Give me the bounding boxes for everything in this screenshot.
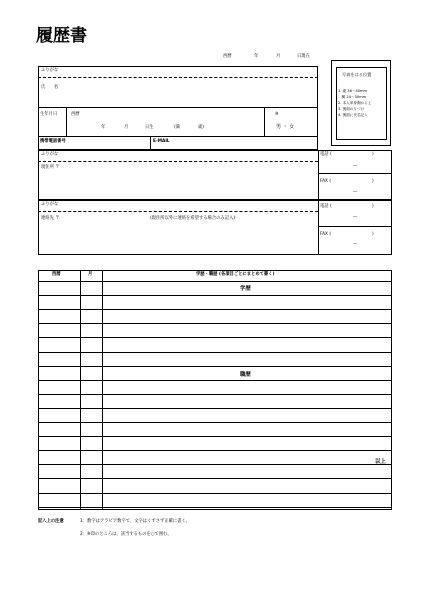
contact-fax-close: ) — [372, 232, 374, 237]
history-row-line — [38, 394, 392, 395]
contact-fax-dash: — — [353, 242, 358, 247]
contact-phone-close: ) — [372, 204, 374, 209]
furigana-label: ふりがな — [41, 68, 59, 73]
age-open-label: (満 — [174, 125, 180, 130]
photo-note-3: 2. 本人単身胸から上 — [338, 101, 372, 105]
end-label: 以上 — [375, 459, 386, 465]
address-furigana-label: ふりがな — [41, 152, 59, 157]
current-address-input[interactable] — [41, 172, 315, 197]
phone-label: 電話 ( — [320, 152, 332, 157]
phone-close: ) — [372, 152, 374, 157]
education-heading: 学歴 — [240, 286, 251, 292]
col-year-header: 西暦 — [52, 272, 61, 277]
history-table — [38, 270, 392, 510]
fax-dash: — — [353, 190, 358, 195]
sex-label: ※ — [275, 112, 279, 117]
email-label: E-MAIL — [153, 139, 170, 144]
history-row-line — [38, 478, 392, 479]
history-row-line — [38, 323, 392, 324]
photo-note-1: 1. 縦 36〜40mm — [338, 89, 368, 93]
history-row-line — [38, 352, 392, 353]
history-row-line — [38, 408, 392, 409]
date-day-label: 日現在 — [297, 54, 310, 59]
age-close-label: 歳) — [198, 125, 204, 130]
name-input[interactable] — [80, 80, 310, 104]
history-row-line — [38, 366, 392, 367]
photo-note-5: 4. 裏面に氏名記入 — [338, 113, 368, 117]
birth-month-label: 月 — [124, 125, 129, 130]
history-row-line — [38, 436, 392, 437]
photo-note-4: 3. 裏面のりづけ — [338, 107, 365, 111]
history-row-line — [38, 295, 392, 296]
contact-address-input[interactable] — [41, 224, 315, 252]
history-row-line — [38, 380, 392, 381]
contact-phone-dash: — — [353, 215, 358, 220]
note-item-1: 1：数字はアラビア数字で、文字はくずさず正確に書く。 — [80, 519, 190, 524]
contact-label: 連絡先 〒 — [41, 216, 60, 221]
birth-day-label: 日生 — [145, 125, 154, 130]
name-label: 氏 名 — [41, 85, 59, 90]
notes-label: 記入上の注意 — [38, 519, 64, 524]
note-item-2: 2：※印のところは、該当するものを○で囲む。 — [80, 532, 172, 537]
mobile-label: 携帯電話番号 — [40, 139, 66, 144]
history-row-line — [38, 309, 392, 310]
sex-options[interactable]: 男 ・ 女 — [276, 124, 295, 130]
col-month-header: 月 — [88, 272, 93, 277]
birthdate-label: 生年月日 — [40, 112, 58, 117]
col-content-header: 学歴・職歴 (各項目ごとにまとめて書く) — [196, 272, 275, 277]
history-row-line — [38, 507, 392, 508]
phone-dash: — — [353, 164, 358, 169]
work-heading: 職歴 — [240, 372, 251, 378]
history-row-line — [38, 450, 392, 451]
photo-note-2: 横 24〜30mm — [338, 95, 367, 99]
birth-year-label: 年 — [101, 125, 106, 130]
history-row-line — [38, 337, 392, 338]
page-title: 履歴書 — [36, 26, 87, 46]
birth-era-label: 西暦 — [71, 112, 80, 117]
furigana-input[interactable] — [80, 68, 310, 76]
history-row-line — [38, 422, 392, 423]
photo-heading: 写真をはる位置 — [342, 72, 372, 77]
history-row-line — [38, 464, 392, 465]
contact-fax-label: FAX ( — [320, 232, 332, 237]
fax-label: FAX ( — [320, 179, 332, 184]
fax-close: ) — [372, 179, 374, 184]
history-row-line — [38, 281, 392, 282]
mobile-input[interactable] — [85, 138, 147, 148]
current-address-label: 現住所 〒 — [41, 165, 60, 170]
email-input[interactable] — [180, 138, 315, 148]
contact-phone-label: 電話 ( — [320, 204, 332, 209]
history-row-line — [38, 493, 392, 494]
contact-furigana-label: ふりがな — [41, 202, 59, 207]
date-month-label: 月 — [276, 54, 281, 59]
date-year-label: 年 — [254, 54, 259, 59]
contact-note: (現住所以外に連絡を希望する場合のみ記入) — [150, 216, 235, 221]
date-era-label: 西暦 — [223, 54, 232, 59]
